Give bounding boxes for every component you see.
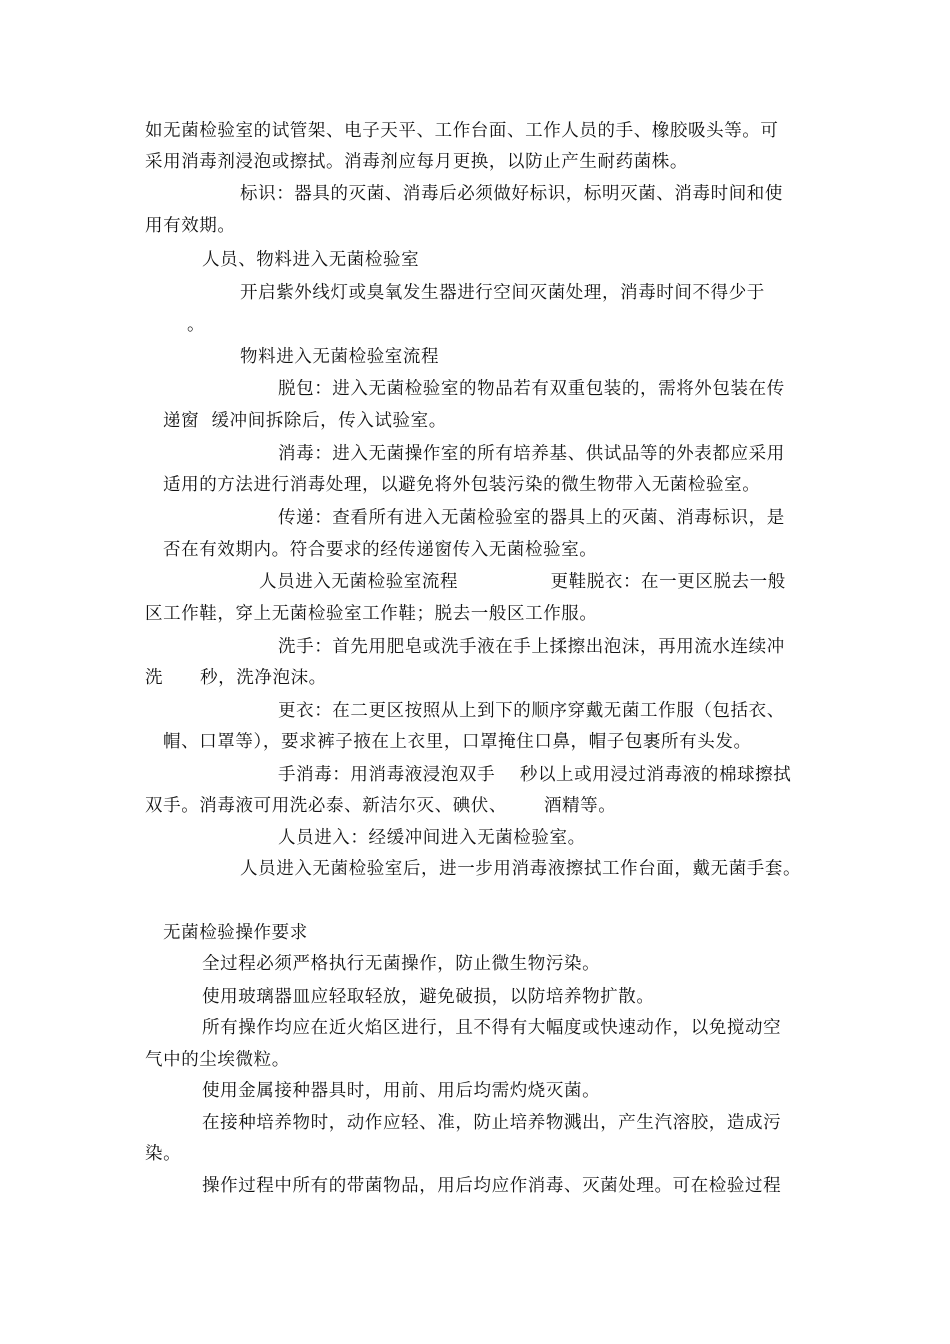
text-line: 使用金属接种器具时，用前、用后均需灼烧灭菌。 [202, 1081, 601, 1101]
text-line: 标识：器具的灭菌、消毒后必须做好标识，标明灭菌、消毒时间和使 [240, 184, 783, 204]
text-line: 人员进入：经缓冲间进入无菌检验室。 [278, 828, 586, 848]
text-line: 所有操作均应在近火焰区进行，且不得有大幅度或快速动作，以免搅动空 [202, 1018, 782, 1038]
text-line: 染。 [145, 1144, 182, 1164]
text-line: 使用玻璃器皿应轻取轻放，避免破损，以防培养物扩散。 [202, 987, 655, 1007]
section-heading: 人员、物料进入无菌检验室 [202, 250, 420, 270]
text-line: 开启紫外线灯或臭氧发生器进行空间灭菌处理，消毒时间不得少于 [240, 283, 765, 303]
text-line: 更衣：在二更区按照从上到下的顺序穿戴无菌工作服（包括衣、 [278, 701, 785, 721]
text-line: 人员进入无菌检验室流程 更鞋脱衣：在一更区脱去一般 [259, 572, 786, 592]
text-line: 。 [187, 315, 206, 335]
text-line: 手消毒：用消毒液浸泡双手 秒以上或用浸过消毒液的棉球擦拭 [278, 765, 792, 785]
text-line: 全过程必须严格执行无菌操作，防止微生物污染。 [202, 954, 601, 974]
text-line: 否在有效期内。符合要求的经传递窗传入无菌检验室。 [163, 540, 598, 560]
text-line: 采用消毒剂浸泡或擦拭。消毒剂应每月更换，以防止产生耐药菌株。 [145, 152, 688, 172]
section-heading: 无菌检验操作要求 [163, 923, 308, 943]
text-line: 操作过程中所有的带菌物品，用后均应作消毒、灭菌处理。可在检验过程 [202, 1176, 782, 1196]
text-line: 适用的方法进行消毒处理，以避免将外包装污染的微生物带入无菌检验室。 [163, 475, 761, 495]
text-line: 人员进入无菌检验室后，进一步用消毒液擦拭工作台面，戴无菌手套。 [240, 859, 802, 879]
text-line: 帽、口罩等），要求裤子掖在上衣里，口罩掩住口鼻，帽子包裹所有头发。 [163, 732, 752, 752]
text-line: 递窗 缓冲间拆除后，传入试验室。 [163, 411, 447, 431]
text-line: 气中的尘埃微粒。 [145, 1050, 290, 1070]
text-line: 区工作鞋，穿上无菌检验室工作鞋；脱去一般区工作服。 [145, 604, 598, 624]
text-line: 传递：查看所有进入无菌检验室的器具上的灭菌、消毒标识，是 [278, 508, 785, 528]
text-line: 消毒：进入无菌操作室的所有培养基、供试品等的外表都应采用 [278, 444, 785, 464]
text-line: 如无菌检验室的试管架、电子天平、工作台面、工作人员的手、橡胶吸头等。可 [145, 121, 779, 141]
text-line: 洗 秒，洗净泡沫。 [145, 668, 327, 688]
subsection-heading: 物料进入无菌检验室流程 [240, 347, 440, 367]
text-line: 双手。消毒液可用洗必泰、新洁尔灭、碘伏、 酒精等。 [145, 796, 617, 816]
text-line: 在接种培养物时，动作应轻、准，防止培养物溅出，产生汽溶胶，造成污 [202, 1113, 782, 1133]
text-line: 用有效期。 [145, 216, 236, 236]
text-line: 脱包：进入无菌检验室的物品若有双重包装的，需将外包装在传 [278, 379, 785, 399]
text-line: 洗手：首先用肥皂或洗手液在手上揉擦出泡沫，再用流水连续冲 [278, 637, 785, 657]
